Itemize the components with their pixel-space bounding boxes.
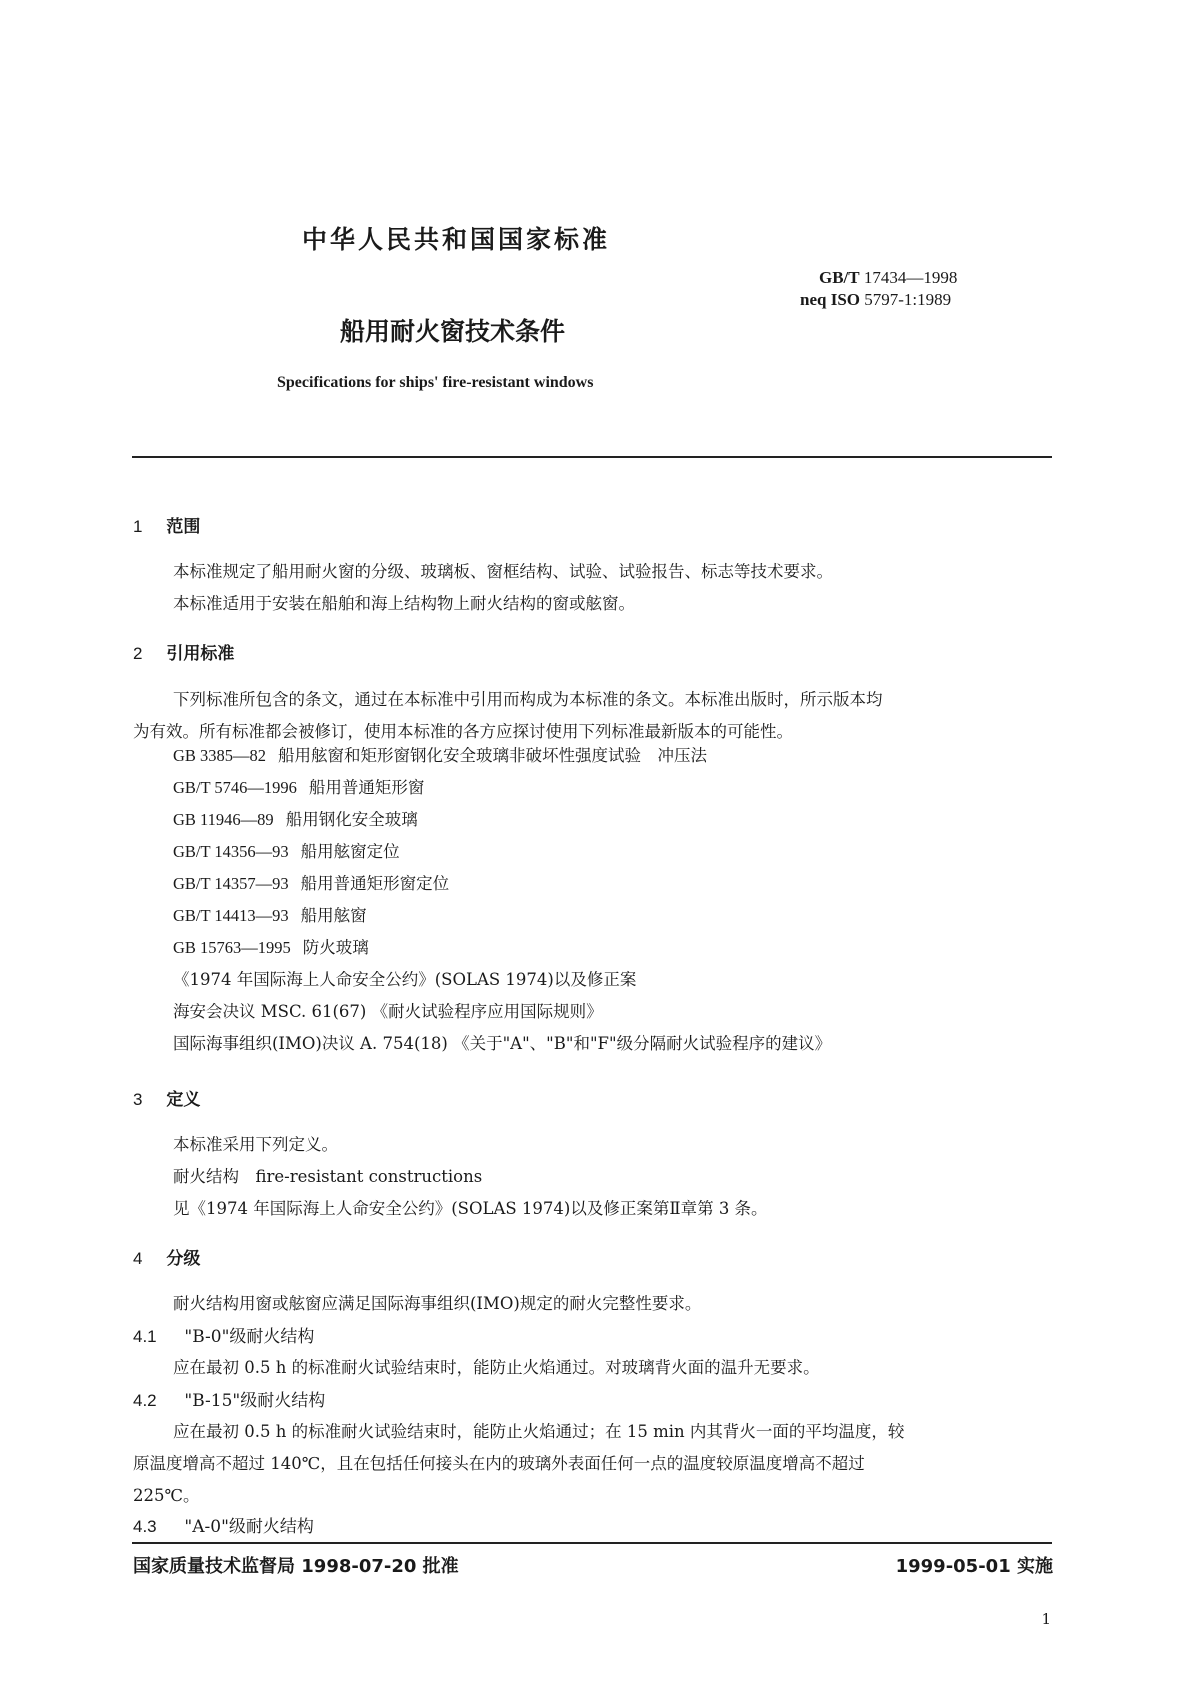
reference-title: 船用舷窗 (300, 906, 367, 925)
reference-list (173, 740, 831, 1060)
approval-line: 国家质量技术监督局 1998-07-20 批准 (133, 1556, 459, 1577)
section-4-heading (133, 1244, 200, 1269)
reference-item (173, 932, 831, 964)
reference-title: 海安会决议 MSC. 61(67) 《耐火试验程序应用国际规则》 (173, 1002, 603, 1021)
equivalent-code: 5797-1:1989 (864, 290, 952, 309)
paragraph: 为有效。所有标准都会被修订，使用本标准的各方应探讨使用下列标准最新版本的可能性。 (133, 722, 793, 741)
reference-title: 船用普通矩形窗 (308, 778, 425, 797)
reference-item (173, 868, 831, 900)
equivalent-prefix: neq ISO (800, 290, 860, 309)
paragraph: 本标准采用下列定义。 (173, 1135, 338, 1154)
section-number: 1 (133, 517, 143, 536)
subsection-title: "B-15"级耐火结构 (184, 1391, 326, 1411)
reference-title: 防火玻璃 (302, 938, 369, 957)
reference-code: GB/T 5746—1996 (173, 778, 297, 797)
reference-item (173, 964, 831, 996)
implementation-date: 1999-05-01 实施 (895, 1556, 1053, 1577)
paragraph: 耐火结构用窗或舷窗应满足国际海事组织(IMO)规定的耐火完整性要求。 (173, 1294, 702, 1313)
paragraph: 本标准规定了船用耐火窗的分级、玻璃板、窗框结构、试验、试验报告、标志等技术要求。 (173, 562, 833, 581)
reference-code: GB 11946—89 (173, 810, 274, 829)
reference-item (173, 996, 831, 1028)
section-title: 定义 (166, 1090, 201, 1110)
reference-title: 国际海事组织(IMO)决议 A. 754(18) 《关于"A"、"B"和"F"级分隔耐火试验程序的建议》 (173, 1034, 832, 1053)
reference-code: GB/T 14357—93 (173, 874, 289, 893)
reference-title: 《1974 年国际海上人命安全公约》(SOLAS 1974)以及修正案 (173, 970, 637, 989)
subsection-number: 4.2 (133, 1391, 157, 1410)
reference-title: 船用舷窗定位 (300, 842, 400, 861)
section-1-heading (133, 512, 200, 537)
reference-code: GB 15763—1995 (173, 938, 291, 957)
section-title: 引用标准 (166, 644, 235, 664)
header-divider (132, 456, 1052, 458)
reference-title: 船用钢化安全玻璃 (285, 810, 418, 829)
reference-code: GB 3385—82 (173, 746, 267, 765)
subsection-4-3-heading (133, 1512, 314, 1537)
standard-prefix: GB/T (819, 268, 860, 287)
section-title: 范围 (166, 517, 201, 537)
reference-item (173, 772, 831, 804)
definition-term: 耐火结构 fire-resistant constructions (173, 1167, 483, 1186)
equivalent-standard (800, 290, 951, 310)
section-number: 2 (133, 644, 143, 663)
reference-title: 船用舷窗和矩形窗钢化安全玻璃非破坏性强度试验 冲压法 (278, 746, 708, 765)
national-standard-title: 中华人民共和国国家标准 (302, 225, 611, 254)
subsection-title: "A-0"级耐火结构 (184, 1517, 314, 1537)
english-title: Specifications for ships' fire-resistant windows (277, 374, 594, 391)
reference-code: GB/T 14356—93 (173, 842, 289, 861)
reference-item (173, 900, 831, 932)
subsection-number: 4.1 (133, 1327, 157, 1346)
standard-number (819, 268, 957, 288)
subsection-4-1-heading (133, 1322, 314, 1347)
paragraph: 见《1974 年国际海上人命安全公约》(SOLAS 1974)以及修正案第Ⅱ章第 3 条。 (173, 1199, 768, 1218)
reference-item (173, 804, 831, 836)
standard-title: 船用耐火窗技术条件 (340, 317, 566, 346)
section-title: 分级 (166, 1249, 201, 1269)
section-2-heading (133, 639, 234, 664)
paragraph: 225℃。 (133, 1486, 200, 1505)
section-number: 3 (133, 1090, 143, 1109)
reference-code: GB/T 14413—93 (173, 906, 289, 925)
reference-title: 船用普通矩形窗定位 (300, 874, 450, 893)
paragraph: 本标准适用于安装在船舶和海上结构物上耐火结构的窗或舷窗。 (173, 594, 635, 613)
paragraph: 原温度增高不超过 140℃，且在包括任何接头在内的玻璃外表面任何一点的温度较原温度增高不超过 (133, 1454, 865, 1473)
page-number: 1 (1041, 1610, 1051, 1628)
subsection-number: 4.3 (133, 1517, 157, 1536)
standard-code: 17434—1998 (863, 268, 958, 287)
section-number: 4 (133, 1249, 143, 1268)
paragraph: 应在最初 0.5 h 的标准耐火试验结束时，能防止火焰通过；在 15 min 内其背火一面的平均温度，较 (173, 1422, 905, 1441)
section-3-heading (133, 1085, 200, 1110)
subsection-title: "B-0"级耐火结构 (184, 1327, 315, 1347)
paragraph: 下列标准所包含的条文，通过在本标准中引用而构成为本标准的条文。本标准出版时，所示版本均 (173, 690, 883, 709)
reference-item (173, 836, 831, 868)
footer-divider (132, 1542, 1052, 1544)
reference-item (173, 740, 831, 772)
reference-item (173, 1028, 831, 1060)
subsection-4-2-heading (133, 1386, 325, 1411)
paragraph: 应在最初 0.5 h 的标准耐火试验结束时，能防止火焰通过。对玻璃背火面的温升无要求。 (173, 1358, 820, 1377)
